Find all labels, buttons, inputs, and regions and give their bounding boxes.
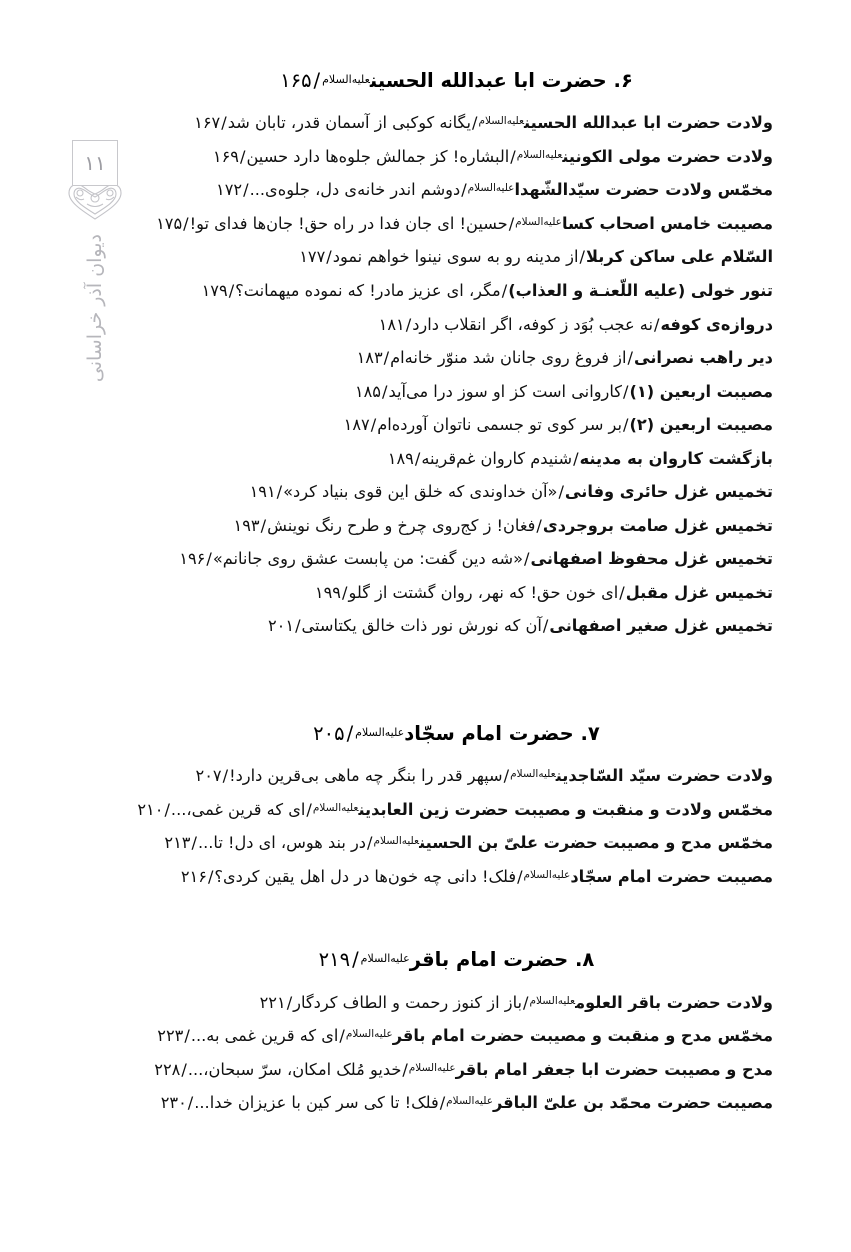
entry-separator: / — [183, 213, 189, 233]
entry-separator: / — [503, 766, 510, 786]
entry-separator: / — [579, 247, 585, 267]
entry-separator: / — [181, 1059, 187, 1079]
entry-separator: / — [164, 799, 170, 819]
entry-page-number: ۲۲۸ — [154, 1059, 181, 1079]
entry-separator: / — [342, 582, 348, 602]
folio-number: ۱۱ — [84, 151, 106, 175]
entry-separator: / — [367, 833, 373, 853]
entry-page-number: ۲۰۷ — [195, 766, 222, 786]
honorific-mark: علیه‌السلام — [345, 1028, 393, 1041]
entry-page-number: ۱۸۱ — [378, 314, 405, 334]
section-page-number: ۱۶۵ — [280, 69, 312, 92]
toc-entry[interactable] — [140, 826, 773, 860]
entry-separator: / — [523, 992, 529, 1012]
entry-separator: / — [517, 866, 523, 886]
toc-entry[interactable] — [140, 609, 773, 643]
toc-entry[interactable] — [140, 986, 773, 1020]
section-title: حضرت امام باقر — [409, 948, 569, 972]
entry-incipit: فلک! تا کی سر کین با عزیزان خدا... — [194, 1093, 439, 1113]
section-heading — [140, 68, 773, 94]
toc-entry[interactable] — [140, 173, 773, 207]
entry-separator: / — [536, 515, 542, 535]
entry-page-number: ۱۶۹ — [212, 146, 240, 166]
entry-separator: / — [370, 415, 377, 435]
entry-page-number: ۲۰۱ — [267, 616, 295, 636]
honorific-mark: علیه‌السلام — [515, 215, 562, 228]
toc-entry[interactable] — [140, 408, 773, 442]
heart-ornament-icon — [63, 180, 127, 222]
entry-incipit: فغان! ز کج‌روی چرخ و طرح رنگ نوینش — [267, 515, 536, 535]
toc-entry[interactable] — [140, 1086, 773, 1120]
entry-title: دروازه‌ی کوفه — [660, 314, 773, 334]
entry-incipit: البشاره! کز جمالش جلوه‌ها دارد حسین — [246, 146, 510, 166]
entry-title: مخمّس ولادت حضرت سیّدالشّهدا — [514, 180, 773, 200]
entry-separator: / — [206, 549, 212, 569]
entry-separator: / — [187, 1093, 194, 1113]
entry-incipit: نه عجب بُوَد ز کوفه، اگر انقلاب دارد — [412, 314, 653, 334]
entry-separator: / — [221, 113, 227, 133]
entry-separator: / — [508, 213, 515, 233]
entry-page-number: ۱۶۷ — [194, 113, 221, 133]
entry-page-number: ۱۹۱ — [249, 482, 276, 502]
folio-box — [72, 140, 118, 186]
toc-entry[interactable] — [140, 509, 773, 543]
entry-incipit: حسین! ای جان فدا در راه حق! جان‌ها فدای تو! — [189, 213, 508, 233]
section-number: ۷. — [580, 721, 600, 745]
toc-entry[interactable] — [140, 576, 773, 610]
toc-content — [137, 68, 773, 1120]
entry-page-number: ۱۸۳ — [356, 348, 383, 368]
entry-title: ولادت حضرت باقر العلوم — [575, 992, 773, 1012]
toc-entry[interactable] — [140, 274, 773, 308]
honorific-mark: علیه‌السلام — [529, 994, 576, 1007]
entry-page-number: ۲۱۶ — [180, 866, 207, 886]
honorific-mark: علیه‌السلام — [467, 182, 515, 195]
entry-incipit: «شه دین گفت: من پابست عشق روی جانانم» — [212, 549, 523, 569]
entry-incipit: یگانه کوکبی از آسمان قدر، تابان شد — [227, 113, 471, 133]
entry-title: دیر راهب نصرانی — [633, 348, 773, 368]
toc-entry[interactable] — [140, 442, 773, 476]
entry-incipit: باز از کنوز رحمت و الطاف کردگار — [293, 992, 523, 1012]
entry-separator: / — [461, 180, 467, 200]
toc-section-6 — [140, 68, 773, 643]
entry-separator: / — [339, 1026, 345, 1046]
entry-separator: / — [286, 992, 293, 1012]
toc-entry[interactable] — [140, 860, 773, 894]
entry-page-number: ۱۸۷ — [343, 415, 370, 435]
entry-page-number: ۱۸۹ — [387, 448, 414, 468]
separator: / — [346, 721, 354, 745]
honorific-mark: علیه‌السلام — [523, 868, 571, 881]
entry-incipit: ای خون حق! که نهر، روان گشتت از گلو — [348, 582, 619, 602]
entry-separator: / — [260, 515, 267, 535]
entry-title: مخمّس مدح و منقبت و مصیبت حضرت امام باقر — [392, 1026, 773, 1046]
honorific-mark: علیه‌السلام — [510, 768, 556, 781]
page-sidebar — [55, 140, 135, 560]
section-title: حضرت ابا عبدالله الحسین — [369, 69, 607, 92]
entry-incipit: ای که قرین غمی،... — [170, 799, 306, 819]
honorific-mark: علیه‌السلام — [408, 1061, 456, 1074]
toc-entry[interactable] — [140, 1019, 773, 1053]
entry-separator: / — [558, 482, 564, 502]
entry-page-number: ۲۱۳ — [164, 833, 191, 853]
entry-page-number: ۱۷۹ — [201, 280, 228, 300]
toc-entry[interactable] — [140, 106, 773, 140]
toc-entry[interactable] — [140, 140, 773, 174]
entry-title: بازگشت کاروان به مدینه — [579, 448, 773, 468]
entry-title: تخمیس غزل حائری وفانی — [564, 482, 773, 502]
entry-separator: / — [414, 448, 421, 468]
entry-incipit: مگر، ای عزیز مادر! که نموده میهمانت؟ — [235, 280, 501, 300]
entry-separator: / — [240, 146, 246, 166]
separator: / — [352, 948, 359, 972]
section-number: ۶. — [613, 69, 633, 92]
entry-title: تخمیس غزل صغیر اصفهانی — [549, 616, 773, 636]
entry-title: تخمیس غزل مقبل — [625, 582, 773, 602]
section-page-number: ۲۰۵ — [313, 721, 345, 745]
entry-separator: / — [524, 549, 530, 569]
toc-entry[interactable] — [140, 308, 773, 342]
entry-page-number: ۱۹۶ — [179, 549, 206, 569]
entry-page-number: ۲۲۱ — [259, 992, 286, 1012]
entry-separator: / — [207, 866, 214, 886]
toc-entry[interactable] — [140, 240, 773, 274]
honorific-mark: علیه‌السلام — [373, 835, 420, 848]
entry-separator: / — [622, 415, 629, 435]
entry-title: مصیبت حضرت امام سجّاد — [570, 866, 773, 886]
entry-separator: / — [228, 280, 235, 300]
entry-page-number: ۱۹۹ — [314, 582, 342, 602]
honorific-mark: علیه‌السلام — [360, 952, 410, 966]
entry-title: مصیبت خامس اصحاب کسا — [561, 213, 773, 233]
entry-separator: / — [510, 146, 516, 166]
entry-title: تخمیس غزل محفوظ اصفهانی — [530, 549, 773, 569]
entry-incipit: خدیو مُلک امکان، سرّ سبحان،... — [187, 1059, 402, 1079]
entry-incipit: در بند هوس، ای دل! تا... — [197, 833, 367, 853]
separator: / — [313, 69, 321, 92]
entry-separator: / — [542, 616, 549, 636]
toc-entry[interactable] — [140, 475, 773, 509]
entry-separator: / — [191, 833, 197, 853]
section-title: حضرت امام سجّاد — [404, 721, 574, 745]
entry-page-number: ۲۳۰ — [160, 1093, 187, 1113]
toc-entry[interactable] — [140, 341, 773, 375]
entry-incipit: دوشم اندر خانه‌ی دل، جلوه‌ی... — [249, 180, 461, 200]
entry-separator: / — [184, 1026, 190, 1046]
entry-separator: / — [306, 799, 312, 819]
toc-entry[interactable] — [140, 1053, 773, 1087]
toc-entry[interactable] — [140, 207, 773, 241]
entry-page-number: ۱۸۵ — [354, 381, 382, 401]
entry-incipit: بر سر کوی تو جسمی ناتوان آورده‌ام — [377, 415, 622, 435]
toc-entry[interactable] — [140, 375, 773, 409]
entry-separator: / — [619, 582, 625, 602]
entry-incipit: از مدینه رو به سوی نینوا خواهم نمود — [332, 247, 579, 267]
entry-incipit: سپهر قدر را بنگر چه ماهی بی‌قرین دارد! — [229, 766, 503, 786]
section-heading — [140, 947, 773, 973]
entry-title: تنور خولی (علیه اللّعنـة و العذاب) — [508, 280, 773, 300]
toc-entry[interactable] — [137, 793, 773, 827]
honorific-mark: علیه‌السلام — [446, 1095, 493, 1108]
entry-incipit: شنیدم کاروان غم‌قرینه — [421, 448, 573, 468]
entry-incipit: فلک! دانی چه خون‌ها در دل اهل یقین کردی؟ — [214, 866, 517, 886]
section-spacer — [140, 893, 773, 947]
entry-separator: / — [295, 616, 301, 636]
entry-separator: / — [439, 1093, 446, 1113]
toc-entry[interactable] — [140, 759, 773, 793]
honorific-mark: علیه‌السلام — [322, 73, 370, 86]
entry-incipit: کاروانی است کز او سوز درا می‌آید — [388, 381, 622, 401]
entry-title: مخمّس ولادت و منقبت و مصیبت حضرت زین العابدین — [358, 799, 773, 819]
entry-page-number: ۱۷۷ — [299, 247, 326, 267]
entry-title: مدح و مصیبت حضرت ابا جعفر امام باقر — [455, 1059, 773, 1079]
entry-title: السّلام علی ساکن کربلا — [585, 247, 773, 267]
entry-separator: / — [243, 180, 249, 200]
entry-separator: / — [573, 448, 579, 468]
entry-separator: / — [383, 348, 390, 368]
entry-separator: / — [627, 348, 633, 368]
entry-separator: / — [501, 280, 508, 300]
entry-page-number: ۱۷۲ — [216, 180, 243, 200]
entry-separator: / — [653, 314, 660, 334]
entry-separator: / — [222, 766, 229, 786]
entry-page-number: ۲۲۳ — [157, 1026, 184, 1046]
honorific-mark: علیه‌السلام — [355, 725, 405, 739]
running-head-title: دیوان آذر خراسانی — [84, 234, 106, 383]
entry-page-number: ۱۹۳ — [233, 515, 260, 535]
entry-title: مخمّس مدح و مصیبت حضرت علیّ بن الحسین — [419, 833, 773, 853]
section-page-number: ۲۱۹ — [318, 948, 351, 972]
section-spacer — [140, 643, 773, 721]
entry-incipit: «آن خداوندی که خلق این قوی بنیاد کرد» — [283, 482, 558, 502]
toc-section-8 — [140, 947, 773, 1119]
section-number: ۸. — [575, 948, 595, 972]
section-heading — [140, 721, 773, 747]
entry-page-number: ۱۷۵ — [156, 213, 183, 233]
entry-title: مصیبت حضرت محمّد بن علیّ الباقر — [492, 1093, 773, 1113]
toc-section-7 — [137, 721, 773, 893]
honorific-mark: علیه‌السلام — [312, 801, 359, 814]
toc-entry[interactable] — [140, 542, 773, 576]
entry-title: ولادت حضرت ابا عبدالله الحسین — [524, 113, 773, 133]
entry-incipit: آن که نورش نور ذات خالق یکتاستی — [301, 616, 542, 636]
entry-title: ولادت حضرت سیّد السّاجدین — [555, 766, 773, 786]
entry-title: ولادت حضرت مولی الکونین — [562, 146, 773, 166]
honorific-mark: علیه‌السلام — [478, 115, 525, 128]
entry-title: مصیبت اربعین (۲) — [629, 415, 773, 435]
entry-separator: / — [326, 247, 332, 267]
entry-separator: / — [405, 314, 412, 334]
entry-page-number: ۲۱۰ — [137, 799, 164, 819]
entry-title: مصیبت اربعین (۱) — [629, 381, 773, 401]
entry-separator: / — [382, 381, 388, 401]
entry-separator: / — [471, 113, 478, 133]
entry-title: تخمیس غزل صامت بروجردی — [542, 515, 773, 535]
entry-incipit: ای که قرین غمی به... — [190, 1026, 339, 1046]
entry-separator: / — [402, 1059, 408, 1079]
entry-separator: / — [276, 482, 283, 502]
honorific-mark: علیه‌السلام — [516, 148, 563, 161]
entry-separator: / — [622, 381, 629, 401]
entry-incipit: از فروغ روی جانان شد منوّر خانه‌ام — [390, 348, 627, 368]
